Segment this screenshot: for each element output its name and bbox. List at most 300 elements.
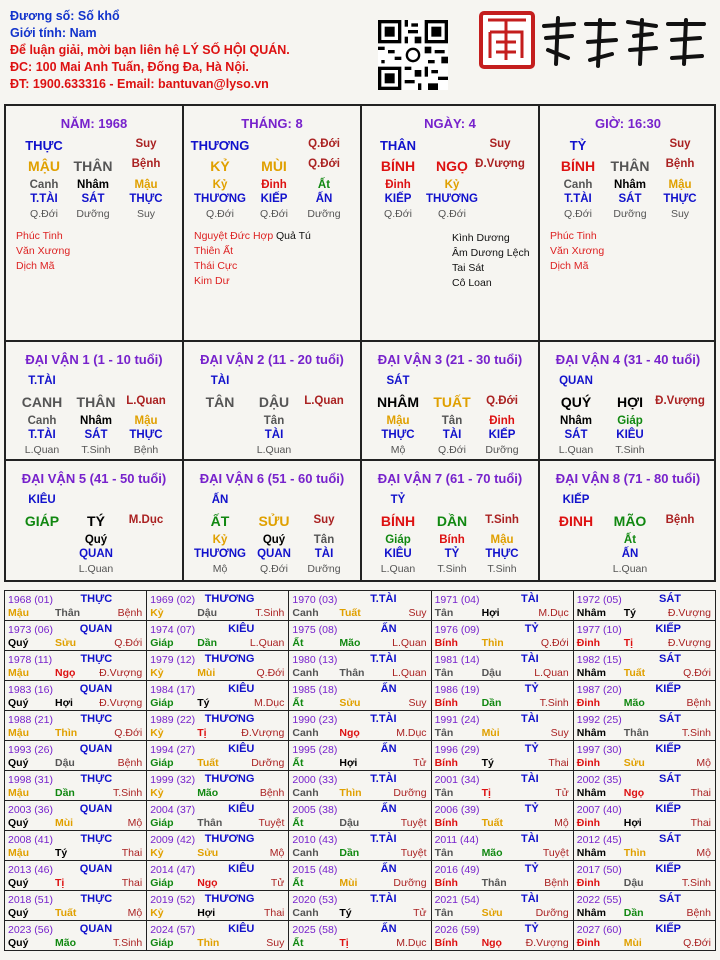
year-star: SÁT [659,653,681,665]
year-can: Tân [434,727,454,739]
dai-van-title: ĐẠI VẬN 8 (71 - 80 tuổi) [555,471,701,486]
hidden-stem: Giáp [617,415,643,427]
dai-van-3 [362,342,538,459]
year-cell [289,771,431,801]
dai-van-chi: TÝ [87,513,105,529]
year-star: THỰC [80,833,113,845]
dai-van-chi: DẦN [436,513,468,529]
year-cell [289,651,431,681]
year-label: 2011 (44) [434,834,479,846]
year-label: 1994 (27) [150,744,196,756]
year-can: Mậu [8,847,29,859]
hidden-stem: Đinh [489,415,515,427]
hidden-stem: Kỷ [212,179,228,191]
dai-van-can: TÂN [205,394,235,410]
dai-van-can: QUÝ [560,394,592,410]
year-chi: Sửu [339,697,361,709]
year-star: TỶ [524,863,539,875]
year-chi: Thân [197,817,223,829]
dai-van-star: ẤN [211,494,229,506]
year-row [5,711,716,741]
year-star: KIẾP [655,683,681,695]
year-chi: Mùi [481,727,500,739]
year-stage: Bệnh [686,907,711,919]
year-can: Giáp [150,937,174,949]
year-chi: Tị [197,727,207,739]
year-label: 2019 (52) [150,894,196,906]
year-star: QUAN [79,803,113,815]
year-star: T.TÀI [370,713,397,725]
hidden-star: THỰC [129,429,163,441]
year-cell [289,891,431,921]
dai-van-title: ĐẠI VẬN 2 (11 - 20 tuổi) [200,352,344,367]
dai-van-8 [540,461,716,578]
year-cell [5,891,147,921]
year-star: ẤN [380,623,397,635]
year-star: ẤN [380,683,397,695]
year-cell [573,801,715,831]
year-stage: T.Sinh [113,937,143,949]
year-can: Đinh [576,757,601,769]
brand-calligraphy-logo-icon [538,14,710,70]
year-can: Canh [292,667,319,679]
year-star: THƯƠNG [204,773,255,785]
year-stage: Suy [550,727,569,739]
hidden-stage: Q.Đới [438,444,466,456]
year-label: 2006 (39) [434,804,480,816]
pillar-main-star: THƯƠNG [190,138,250,153]
year-stage: Tử [413,907,427,919]
year-chi: Ngọ [339,727,360,739]
year-chi: Dần [623,907,644,919]
year-chi: Tuất [339,607,361,619]
year-stage: Q.Đới [683,667,711,679]
year-can: Quý [8,757,29,769]
hidden-stage: Q.Đới [564,208,592,220]
year-row [5,801,716,831]
year-can: Đinh [576,817,601,829]
year-can: Mậu [8,667,29,679]
year-chi: Ngọ [197,877,218,889]
year-stage: Tuyệt [400,817,427,829]
year-cell [573,621,715,651]
year-can: Quý [8,877,29,889]
dai-van-chi: THÂN [76,394,116,410]
hidden-stem: Nhâm [560,415,592,427]
dai-van-chi: HỢI [617,394,643,410]
dai-van-title: ĐẠI VẬN 3 (21 - 30 tuổi) [377,352,523,367]
year-cell [431,801,573,831]
year-label: 1981 (14) [434,654,480,666]
year-stage: Tử [555,787,569,799]
special-star: Dịch Mã [16,260,55,272]
year-chi: Thân [481,877,507,889]
year-chi: Mão [339,637,361,649]
pillar-can: MẬU [28,158,60,174]
dai-van-stage: Q.Đới [486,395,518,407]
year-label: 2004 (37) [150,804,196,816]
year-can: Đinh [576,937,601,949]
year-star: THỰC [80,653,113,665]
year-cell [573,711,715,741]
year-stage: Tuyệt [542,847,569,859]
year-stage: Bệnh [259,787,285,799]
pillar-title: GIỜ: 16:30 [594,116,662,131]
year-cell [147,681,289,711]
year-cell [5,921,147,951]
year-star: TÀI [521,893,539,905]
year-stage: Tử [413,757,427,769]
year-cell [289,831,431,861]
year-can: Tân [434,667,454,679]
dai-van-1 [6,342,182,459]
year-can: Nhâm [576,787,606,799]
year-cell [289,801,431,831]
year-can: Ất [292,637,304,649]
year-can: Nhâm [576,847,606,859]
year-chi: Dần [339,847,360,859]
year-star: KIẾP [655,863,681,875]
special-star: Văn Xương [16,245,71,257]
hidden-star: KIẾP [260,193,288,205]
hidden-star: THỰC [381,429,415,441]
year-stage: Q.Đới [114,637,143,649]
hidden-stem: Quý [262,534,286,546]
hidden-stem: Đinh [261,179,287,191]
year-label: 2018 (51) [8,894,53,906]
hidden-stem: Nhâm [80,415,112,427]
pillar-main-star: Suy [669,138,691,150]
year-label: 1989 (22) [150,714,196,726]
year-can: Đinh [576,877,601,889]
year-stage: T.Sinh [539,697,569,709]
year-chi: Thìn [481,637,504,649]
dai-van-chi: DẬU [258,394,290,410]
year-chi: Thân [55,607,81,619]
year-stage: Mộ [127,907,143,919]
year-cell [147,621,289,651]
year-can: Canh [292,727,319,739]
year-label: 1968 (01) [8,594,53,606]
hidden-stage: Dưỡng [485,444,519,456]
hidden-star: T.TÀI [564,193,592,205]
year-cell [147,861,289,891]
dai-van-can: NHÂM [377,394,419,410]
year-label: 1971 (04) [434,594,480,606]
dai-van-6 [184,461,360,578]
year-chi: Ngọ [481,937,502,949]
year-stage: Đ.Vượng [525,937,569,949]
year-cell [573,921,715,951]
hidden-star: TÀI [442,429,462,441]
year-chi: Sửu [623,757,645,769]
hidden-star: TỶ [444,548,460,560]
year-label: 1983 (16) [8,684,53,696]
year-label: 1988 (21) [8,714,53,726]
year-star: THỰC [80,713,113,725]
year-chi: Dần [197,637,218,649]
year-chi: Tuất [623,667,646,679]
year-can: Quý [8,637,29,649]
year-cell [431,591,573,621]
year-can: Kỷ [150,667,164,679]
year-cell [431,921,573,951]
year-cell [289,921,431,951]
year-cell [5,591,147,621]
pillar-main-star: TỶ [569,138,587,153]
year-chi: Mão [197,787,219,799]
pillar-main-star: THÂN [379,138,417,153]
hidden-stage: Suy [136,208,156,220]
year-star: T.TÀI [370,893,397,905]
year-stage: Thai [690,817,711,829]
hidden-stem: Đinh [385,179,411,191]
year-can: Ất [292,697,304,709]
pillar-stage: Bệnh [131,158,161,170]
year-stage: Thai [690,787,711,799]
hidden-stage: Q.Đới [30,208,58,220]
year-label: 1984 (17) [150,684,196,696]
year-chi: Tị [623,637,634,649]
address-line: ĐC: 100 Mai Anh Tuấn, Đống Đa, Hà Nội. [10,60,249,74]
year-star: KIẾP [655,743,681,755]
year-star: TÀI [521,713,539,725]
year-stage: Mộ [696,757,711,769]
dai-van-4 [540,342,716,459]
year-label: 1992 (25) [576,714,622,726]
pillar-main-star: Q.Đới [308,138,340,150]
year-stage: L.Quan [249,637,285,649]
dai-van-can: GIÁP [24,513,60,529]
year-label: 2007 (40) [576,804,622,816]
pillar-title: NGÀY: 4 [424,116,476,131]
dai-van-title: ĐẠI VẬN 1 (1 - 10 tuổi) [25,352,163,367]
year-chi: Hợi [623,817,642,829]
dai-van-stage: T.Sinh [485,514,519,526]
year-stage: T.Sinh [681,727,711,739]
year-cell [5,831,147,861]
year-label: 1987 (20) [576,684,622,696]
year-star: QUAN [79,623,113,635]
year-cell [289,861,431,891]
year-star: KIÊU [228,623,255,635]
year-can: Ất [292,817,304,829]
year-star: QUAN [79,743,113,755]
year-can: Mậu [8,787,29,799]
year-cell [289,741,431,771]
year-chi: Thìn [197,937,220,949]
year-row [5,831,716,861]
year-label: 1997 (30) [576,744,622,756]
gender-line: Giới tính: Nam [10,26,97,40]
year-chi: Mùi [197,667,216,679]
year-cell [5,711,147,741]
year-chi: Hợi [481,607,500,619]
year-chi: Tý [481,757,494,769]
hidden-star: THƯƠNG [426,193,478,205]
year-cell [147,831,289,861]
year-label: 1977 (10) [576,624,622,636]
year-can: Nhâm [576,667,606,679]
year-can: Giáp [150,877,174,889]
dai-van-2 [184,342,360,459]
pillar-1 [6,106,182,342]
year-label: 2024 (57) [150,924,196,936]
year-cell [573,891,715,921]
year-star: THỰC [80,773,113,785]
year-star: TỶ [524,803,539,815]
year-label: 1995 (28) [292,744,338,756]
year-chi: Tị [339,937,349,949]
year-chi: Sửu [55,637,77,649]
year-stage: Đ.Vượng [99,667,143,679]
year-cell [431,741,573,771]
year-stage: Bệnh [686,697,711,709]
year-label: 2010 (43) [292,834,338,846]
year-label: 2013 (46) [8,864,53,876]
year-star: KIÊU [228,683,255,695]
special-star: Kình Dương [452,232,510,244]
year-label: 2014 (47) [150,864,196,876]
year-star: T.TÀI [370,773,397,785]
year-star: THƯƠNG [204,653,255,665]
hidden-stem: Tân [263,415,285,427]
year-cell [573,681,715,711]
year-stage: Q.Đới [683,937,711,949]
year-label: 2025 (58) [292,924,338,936]
year-stage: Suy [408,697,427,709]
year-can: Canh [292,787,319,799]
year-can: Đinh [576,697,601,709]
year-label: 1991 (24) [434,714,480,726]
year-can: Kỷ [150,607,164,619]
year-can: Bính [434,877,458,889]
year-cell [573,861,715,891]
pillar-main-star: THỰC [25,138,63,153]
year-chi: Sửu [481,907,503,919]
special-star: Phúc Tinh [550,230,597,242]
year-label: 1973 (06) [8,624,53,636]
year-chi: Tý [623,607,637,619]
special-star: Thiên Ất [194,245,234,257]
year-stage: Thai [548,757,569,769]
hidden-stem: Giáp [385,534,411,546]
year-chi: Thìn [623,847,646,859]
special-star: Nguyệt Đức Hợp [194,230,274,242]
year-chi: Mão [481,847,503,859]
year-stage: Đ.Vượng [241,727,285,739]
dai-van-chi: SỬU [258,513,290,529]
year-stage: Tử [270,877,285,889]
year-star: QUAN [79,863,113,875]
hidden-stage: L.Quan [380,563,416,575]
pillar-title: THÁNG: 8 [241,116,303,131]
year-row [5,621,716,651]
hidden-stage: L.Quan [612,563,648,575]
year-label: 1979 (12) [150,654,196,666]
dai-van-star: KIẾP [562,494,590,506]
year-cell [573,831,715,861]
year-chi: Thân [623,727,649,739]
year-star: SÁT [659,593,681,605]
dai-van-7 [362,461,538,578]
hidden-star: THỰC [485,548,519,560]
year-can: Quý [8,907,29,919]
pillar-3 [362,106,538,342]
year-label: 1996 (29) [434,744,480,756]
year-star: ẤN [380,743,397,755]
hidden-stage: T.Sinh [615,444,645,456]
year-chi: Mão [55,937,76,949]
year-label: 1990 (23) [292,714,338,726]
special-star: Phúc Tinh [16,230,63,242]
year-stage: Thai [121,847,143,859]
year-star: KIÊU [228,743,255,755]
year-can: Nhâm [576,607,606,619]
hidden-stage: T.Sinh [81,444,111,456]
year-label: 2016 (49) [434,864,480,876]
year-cell [147,591,289,621]
year-star: QUAN [79,923,113,935]
year-chi: Dậu [623,877,644,889]
pillar-main-star: Suy [489,138,511,150]
dai-van-5 [6,461,182,578]
year-star: KIÊU [228,863,255,875]
year-stage: Dưỡng [535,907,569,919]
year-star: T.TÀI [370,653,397,665]
year-star: TÀI [521,773,539,785]
year-chi: Thân [339,667,365,679]
year-label: 1975 (08) [292,624,338,636]
year-label: 1976 (09) [434,624,480,636]
year-star: ẤN [380,923,397,935]
year-stage: Bệnh [117,757,143,769]
year-chi: Mùi [339,877,358,889]
hidden-stem: Ất [623,534,637,546]
dai-van-can: ĐINH [558,513,594,529]
year-cell [431,651,573,681]
year-label: 2001 (34) [434,774,480,786]
year-stage: Đ.Vượng [667,637,711,649]
hidden-star: QUAN [79,548,113,560]
hidden-stem: Quý [84,534,108,546]
year-chi: Tý [197,697,210,709]
dai-van-title: ĐẠI VẬN 4 (31 - 40 tuổi) [555,352,701,367]
year-star: ẤN [380,863,397,875]
special-star: Văn Xương [550,245,605,257]
year-can: Nhâm [576,727,606,739]
year-chi: Thìn [339,787,362,799]
hidden-stem: Kỷ [212,534,228,546]
year-label: 1985 (18) [292,684,338,696]
pillar-chi: NGỌ [436,158,468,174]
year-label: 1980 (13) [292,654,338,666]
special-star: Dịch Mã [550,260,589,272]
dai-van-title: ĐẠI VẬN 6 (51 - 60 tuổi) [199,471,345,486]
year-cell [431,771,573,801]
year-can: Đinh [576,637,601,649]
hidden-star: KIÊU [616,429,644,441]
dai-van-stage: M.Dục [128,514,164,526]
year-chi: Hợi [197,907,216,919]
year-label: 2008 (41) [8,834,53,846]
hidden-stem: Nhâm [77,179,109,191]
year-cell [431,681,573,711]
year-stage: Thai [263,907,285,919]
year-star: QUAN [79,683,113,695]
hidden-star: SÁT [564,429,588,441]
year-star: TỶ [524,683,539,695]
